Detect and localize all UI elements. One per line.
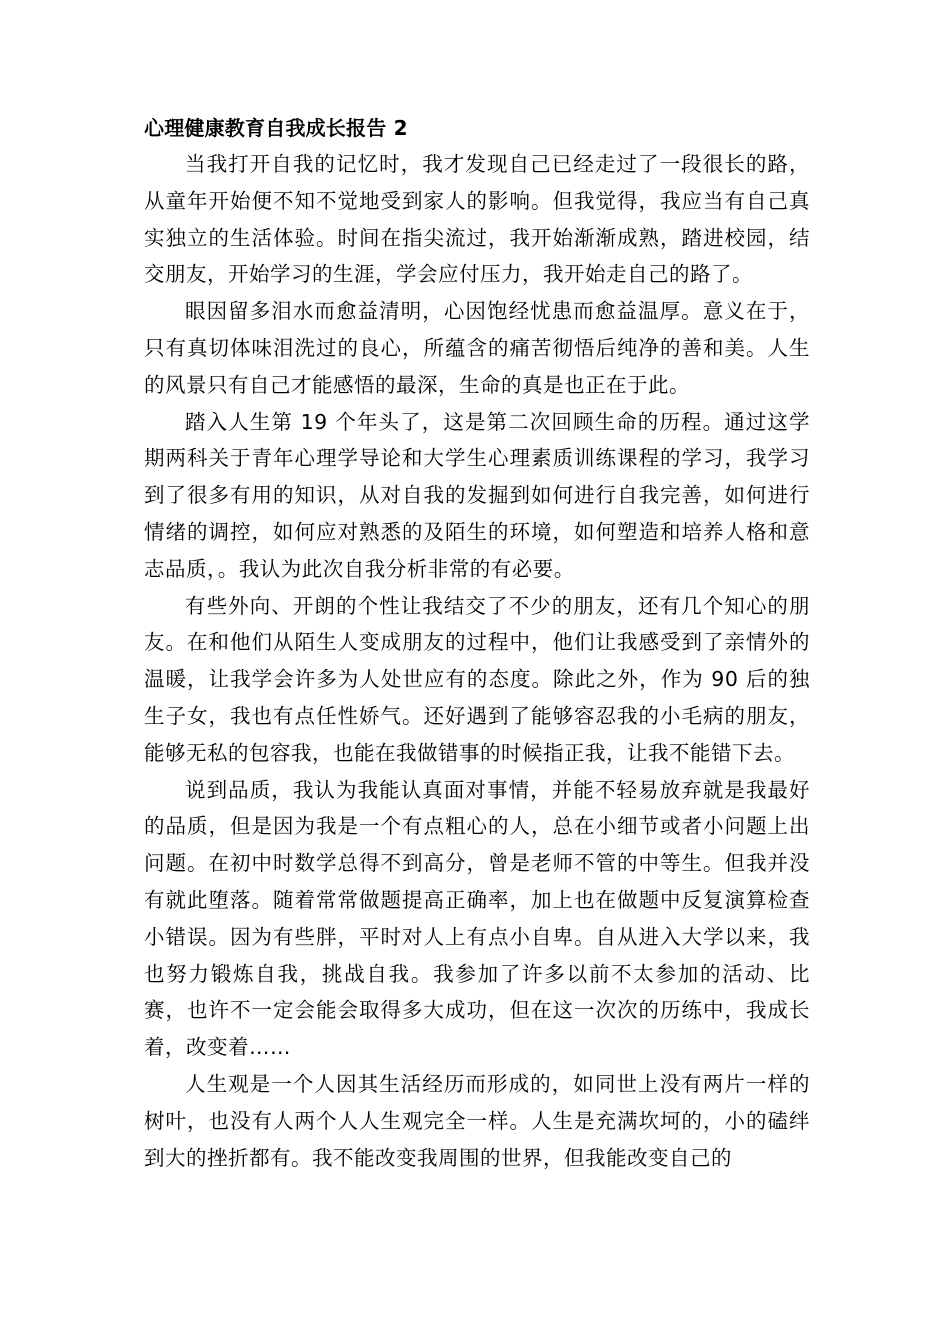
- paragraph-3: 踏入人生第 19 个年头了，这是第二次回顾生命的历程。通过这学期两科关于青年心理学导论和大学生心理素质训练课程的学习，我学习到了很多有用的知识，从对自我的发掘到如何进行自我完善，如何进行情绪的调控，如何应对熟悉的及陌生的环境，如何塑造和培养人格和意志品质，。我认为此次自我分析非常的有必要。: [144, 409, 810, 581]
- paragraph-2: 眼因留多泪水而愈益清明，心因饱经忧患而愈益温厚。意义在于，只有真切体味泪洗过的良心，所蕴含的痛苦彻悟后纯净的善和美。人生的风景只有自己才能感悟的最深，生命的真是也正在于此。: [144, 299, 810, 397]
- paragraph-5: 说到品质，我认为我能认真面对事情，并能不轻易放弃就是我最好的品质，但是因为我是一个有点粗心的人，总在小细节或者小问题上出问题。在初中时数学总得不到高分，曾是老师不管的中等生。但我并没有就此堕落。随着常常做题提高正确率，加上也在做题中反复演算检查小错误。因为有些胖，平时对人上有点小自卑。自从进入大学以来，我也努力锻炼自我，挑战自我。我参加了许多以前不太参加的活动、比赛，也许不一定会能会取得多大成功，但在这一次次的历练中，我成长着，改变着……: [144, 777, 810, 1060]
- document-title: 心理健康教育自我成长报告 2: [144, 116, 408, 140]
- paragraph-6: 人生观是一个人因其生活经历而形成的，如同世上没有两片一样的树叶，也没有人两个人人生观完全一样。人生是充满坎坷的，小的磕绊到大的挫折都有。我不能改变我周围的世界，但我能改变自己的: [144, 1071, 810, 1170]
- paragraph-1: 当我打开自我的记忆时，我才发现自己已经走过了一段很长的路，从童年开始便不知不觉地受到家人的影响。但我觉得，我应当有自己真实独立的生活体验。时间在指尖流过，我开始渐渐成熟，踏进校园，结交朋友，开始学习的生涯，学会应付压力，我开始走自己的路了。: [144, 152, 810, 287]
- document-body: [144, 110, 810, 1176]
- paragraph-4: 有些外向、开朗的个性让我结交了不少的朋友，还有几个知心的朋友。在和他们从陌生人变成朋友的过程中，他们让我感受到了亲情外的温暖，让我学会许多为人处世应有的态度。除此之外，作为 90 后的独生子女，我也有点任性娇气。还好遇到了能够容忍我的小毛病的朋友，能够无私的包容我，也能在我做错事的时候指正我，让我不能错下去。: [144, 593, 810, 765]
